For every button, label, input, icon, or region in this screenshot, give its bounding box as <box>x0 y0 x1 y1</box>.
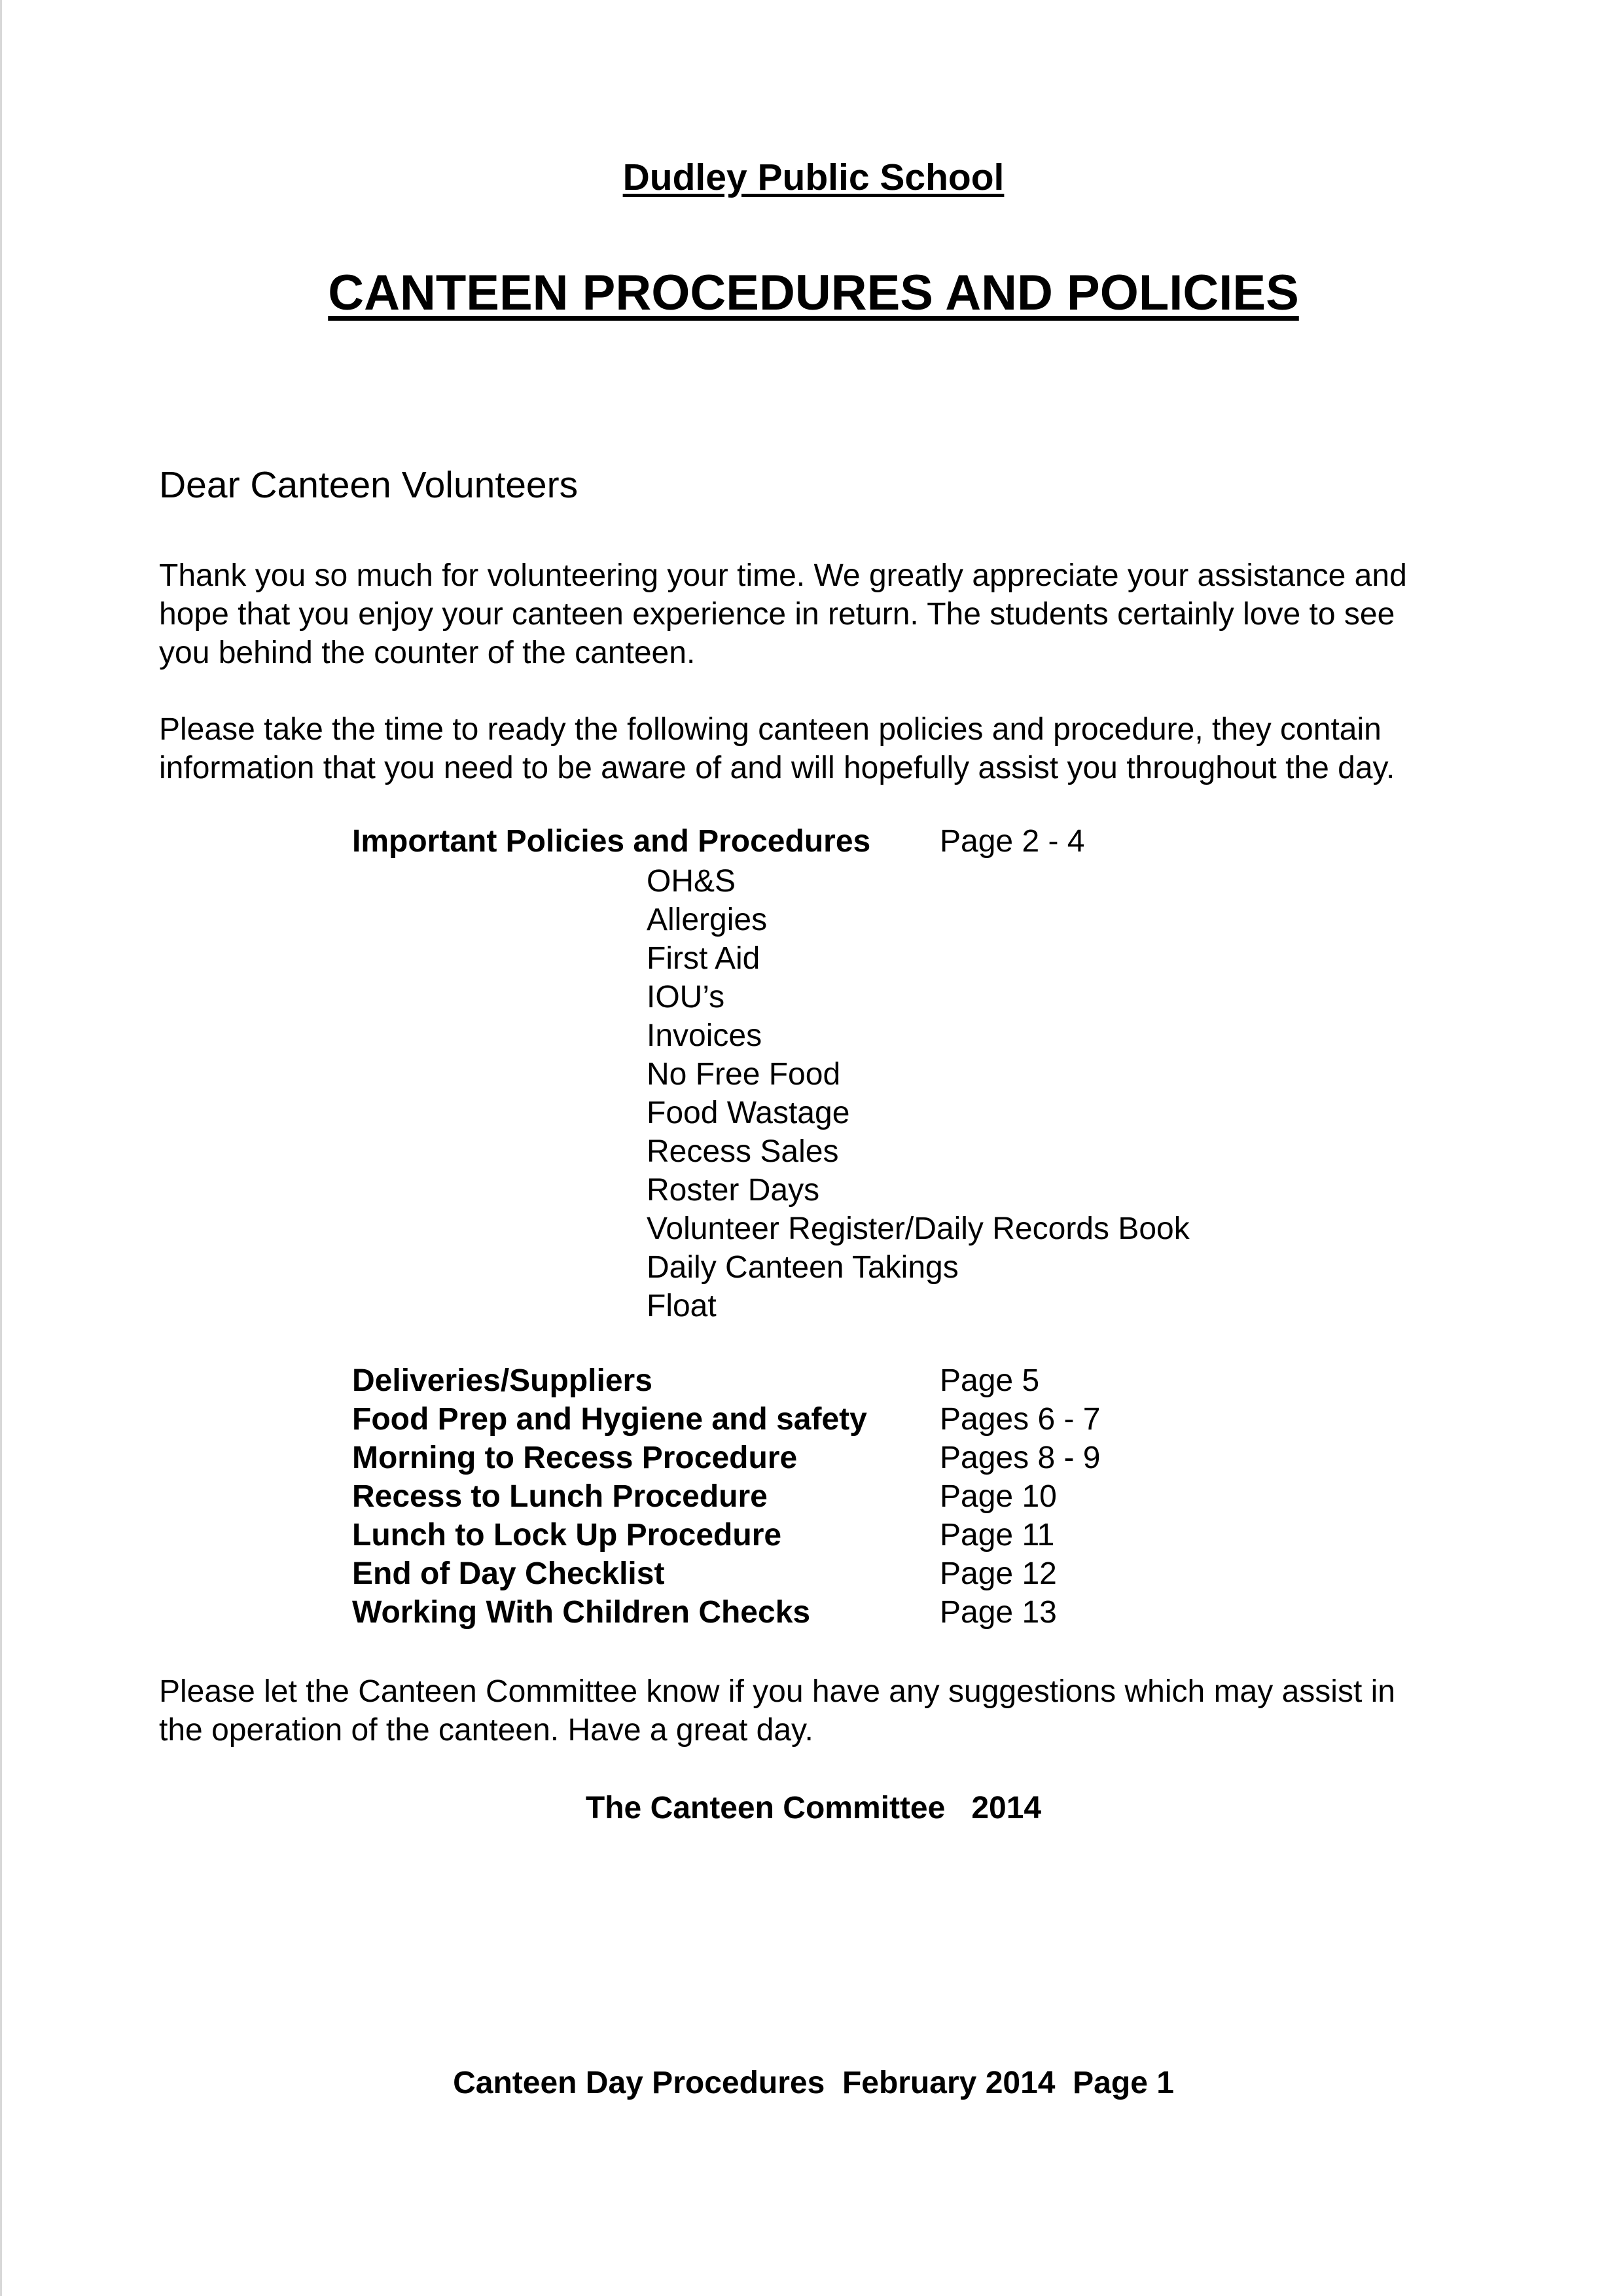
section-page: Page 13 <box>940 1595 1057 1630</box>
contents-row <box>352 1477 1203 1516</box>
section-page: Pages 8 - 9 <box>940 1441 1101 1475</box>
instructions-line: Please take the time to ready the following canteen policies and procedure, they contain <box>159 712 1382 747</box>
contents-row <box>352 1554 1203 1593</box>
list-item: Allergies <box>647 903 768 937</box>
page-footer: Canteen Day Procedures February 2014 Page 1 <box>453 2066 1174 2100</box>
list-item: First Aid <box>647 941 760 976</box>
closing-line: Please let the Canteen Committee know if you have any suggestions which may assist in <box>159 1674 1395 1709</box>
signoff: The Canteen Committee 2014 <box>585 1791 1042 1825</box>
letter-greeting: Dear Canteen Volunteers <box>159 464 579 506</box>
closing-line: the operation of the canteen. Have a great day. <box>159 1713 813 1748</box>
intro-line: hope that you enjoy your canteen experience in return. The students certainly love to see <box>159 597 1395 632</box>
list-item: OH&S <box>647 864 736 899</box>
closing-paragraph <box>159 1672 1494 1749</box>
contents-row <box>352 1439 1203 1477</box>
intro-line: you behind the counter of the canteen. <box>159 636 696 670</box>
intro-line: Thank you so much for volunteering your time. We greatly appreciate your assistance and <box>159 558 1407 593</box>
list-item: Volunteer Register/Daily Records Book <box>647 1211 1190 1246</box>
section-contents-list <box>352 1361 1203 1632</box>
school-name: Dudley Public School <box>622 156 1005 198</box>
list-item: IOU’s <box>647 980 725 1014</box>
list-item: Daily Canteen Takings <box>647 1250 959 1285</box>
list-item: Food Wastage <box>647 1096 850 1130</box>
section-label: Deliveries/Suppliers <box>352 1363 652 1398</box>
list-item: Invoices <box>647 1018 762 1053</box>
section-page: Pages 6 - 7 <box>940 1402 1101 1437</box>
important-policies-page: Page 2 - 4 <box>940 824 1085 859</box>
list-item: No Free Food <box>647 1057 841 1092</box>
section-page: Page 5 <box>940 1363 1040 1398</box>
important-policies-list <box>647 862 1190 1325</box>
list-item: Float <box>647 1289 717 1323</box>
list-item: Recess Sales <box>647 1134 839 1169</box>
important-policies-heading: Important Policies and Procedures <box>352 824 871 859</box>
section-label: Lunch to Lock Up Procedure <box>352 1518 782 1552</box>
section-label: Working With Children Checks <box>352 1595 811 1630</box>
section-label: Morning to Recess Procedure <box>352 1441 798 1475</box>
section-label: End of Day Checklist <box>352 1556 665 1591</box>
contents-row <box>352 1361 1203 1400</box>
section-page: Page 12 <box>940 1556 1057 1591</box>
contents-row <box>352 1593 1203 1632</box>
contents-row <box>352 1400 1203 1439</box>
section-label: Recess to Lunch Procedure <box>352 1479 768 1514</box>
intro-paragraph <box>159 556 1494 672</box>
instructions-line: information that you need to be aware of and will hopefully assist you throughout the day. <box>159 751 1395 785</box>
list-item: Roster Days <box>647 1173 820 1208</box>
contents-row <box>352 1516 1203 1554</box>
section-page: Page 11 <box>940 1518 1055 1552</box>
instructions-paragraph <box>159 710 1494 787</box>
document-title: CANTEEN PROCEDURES AND POLICIES <box>328 265 1299 321</box>
section-label: Food Prep and Hygiene and safety <box>352 1402 867 1437</box>
section-page: Page 10 <box>940 1479 1057 1514</box>
